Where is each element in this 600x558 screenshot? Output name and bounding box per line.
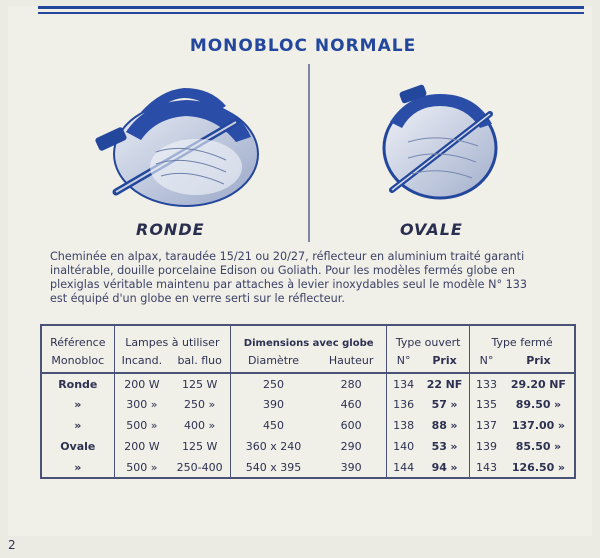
cell-ref: » [41, 457, 114, 478]
cell-prix-ferme [503, 394, 575, 415]
cell-prix-ouvert [420, 373, 470, 394]
price-unit: » [554, 398, 562, 411]
header-reference: Référence [41, 325, 114, 349]
header-monobloc: Monobloc [41, 349, 114, 373]
price-unit: » [554, 440, 562, 453]
price-value: 22 [426, 377, 443, 391]
cell-ref: » [41, 415, 114, 436]
price-value: 137.00 [511, 419, 555, 432]
cell-incand: 500 » [126, 460, 158, 474]
cell-diam: 540 x 395 [245, 460, 302, 474]
cell-prix-ouvert [420, 457, 470, 478]
cell-prix-ouvert [420, 394, 470, 415]
illustration-divider [308, 64, 310, 242]
header-lampes: Lampes à utiliser [114, 325, 230, 349]
cell-prix-ouvert [420, 436, 470, 457]
price-value: 126.50 [511, 460, 555, 474]
cell-incand: 300 » [126, 398, 158, 411]
header-dimensions: Dimensions avec globe [231, 325, 387, 349]
price-unit: » [557, 460, 565, 474]
cell-fluo: 125 W [169, 436, 230, 457]
price-unit: » [450, 419, 458, 432]
cell-haut: 600 [316, 415, 387, 436]
price-unit: » [450, 440, 458, 453]
header-type-ouvert: Type ouvert [387, 325, 470, 349]
cell-ref: » [41, 394, 114, 415]
cell-prix-ferme [503, 436, 575, 457]
table-row [41, 457, 575, 478]
catalog-page [8, 6, 592, 536]
top-blue-rule-2 [38, 12, 584, 14]
specs-table [40, 324, 576, 479]
cell-no-ouvert: 144 [393, 460, 415, 474]
cell-incand: 500 » [126, 419, 158, 432]
cell-haut: 290 [316, 436, 387, 457]
cell-no-ouvert: 138 [393, 419, 415, 432]
header-incand: Incand. [114, 349, 169, 373]
cell-ref: Ovale [41, 436, 114, 457]
header-prix-ferme: Prix [503, 349, 575, 373]
cell-prix-ferme [503, 457, 575, 478]
cell-prix-ferme [503, 415, 575, 436]
price-unit: NF [549, 377, 566, 391]
ronde-lamp-illustration [86, 72, 266, 222]
price-unit: » [557, 419, 565, 432]
description-line: est équipé d'un globe en verre serti sur le réflecteur. [50, 292, 345, 305]
page-title: MONOBLOC NORMALE [189, 36, 417, 56]
cell-fluo: 400 » [169, 415, 230, 436]
cell-no-ouvert: 136 [393, 398, 415, 411]
cell-no-ferme: 143 [475, 460, 497, 474]
cell-haut: 390 [316, 457, 387, 478]
price-value: 29.20 [510, 377, 546, 391]
page-number: 2 [8, 538, 16, 552]
price-unit: NF [445, 377, 463, 391]
ovale-label: OVALE [400, 220, 463, 239]
cell-fluo: 250-400 [169, 457, 230, 478]
price-value: 89.50 [515, 398, 551, 411]
cell-no-ferme: 139 [475, 440, 497, 453]
cell-fluo: 250 » [169, 394, 230, 415]
price-value: 94 [431, 460, 447, 474]
cell-fluo: 125 W [169, 373, 230, 394]
cell-no-ferme: 135 [475, 398, 497, 411]
product-description [50, 250, 574, 306]
price-value: 53 [431, 440, 447, 453]
ovale-lamp-illustration [368, 82, 508, 212]
top-blue-rule [38, 6, 584, 9]
cell-haut: 460 [316, 394, 387, 415]
price-value: 88 [431, 419, 447, 432]
table-header-row-1 [41, 325, 575, 349]
header-no-ouvert: N° [387, 349, 420, 373]
cell-no-ouvert: 134 [393, 377, 415, 391]
table-header-row-2 [41, 349, 575, 373]
cell-diam: 390 [263, 398, 284, 411]
price-unit: » [450, 460, 458, 474]
cell-incand: 200 W [124, 377, 160, 391]
cell-no-ouvert: 140 [393, 440, 415, 453]
cell-no-ferme: 137 [475, 419, 497, 432]
price-value: 85.50 [515, 440, 551, 453]
price-unit: » [450, 398, 458, 411]
table-row [41, 373, 575, 394]
price-value: 57 [431, 398, 447, 411]
cell-no-ferme: 133 [475, 377, 497, 391]
header-hauteur: Hauteur [316, 349, 387, 373]
table-row [41, 415, 575, 436]
description-line: Cheminée en alpax, taraudée 15/21 ou 20/27, réflecteur en aluminium traité garanti [50, 250, 525, 263]
header-no-ferme: N° [470, 349, 503, 373]
header-prix-ouvert: Prix [420, 349, 470, 373]
table-row [41, 394, 575, 415]
cell-haut: 280 [316, 373, 387, 394]
cell-diam: 450 [263, 419, 284, 432]
header-bal-fluo: bal. fluo [169, 349, 230, 373]
header-diametre: Diamètre [231, 349, 316, 373]
table-row [41, 436, 575, 457]
ronde-label: RONDE [136, 220, 205, 239]
cell-diam: 360 x 240 [245, 440, 302, 453]
cell-ref: Ronde [41, 373, 114, 394]
cell-diam: 250 [263, 377, 284, 391]
description-line: plexiglas véritable maintenu par attaches à levier inoxydables seul le modèle N° 133 [50, 278, 527, 291]
description-line: inaltérable, douille porcelaine Edison ou Goliath. Pour les modèles fermés globe en [50, 264, 515, 277]
cell-prix-ouvert [420, 415, 470, 436]
cell-prix-ferme [503, 373, 575, 394]
header-type-ferme: Type fermé [491, 336, 553, 349]
cell-incand: 200 W [124, 440, 160, 453]
